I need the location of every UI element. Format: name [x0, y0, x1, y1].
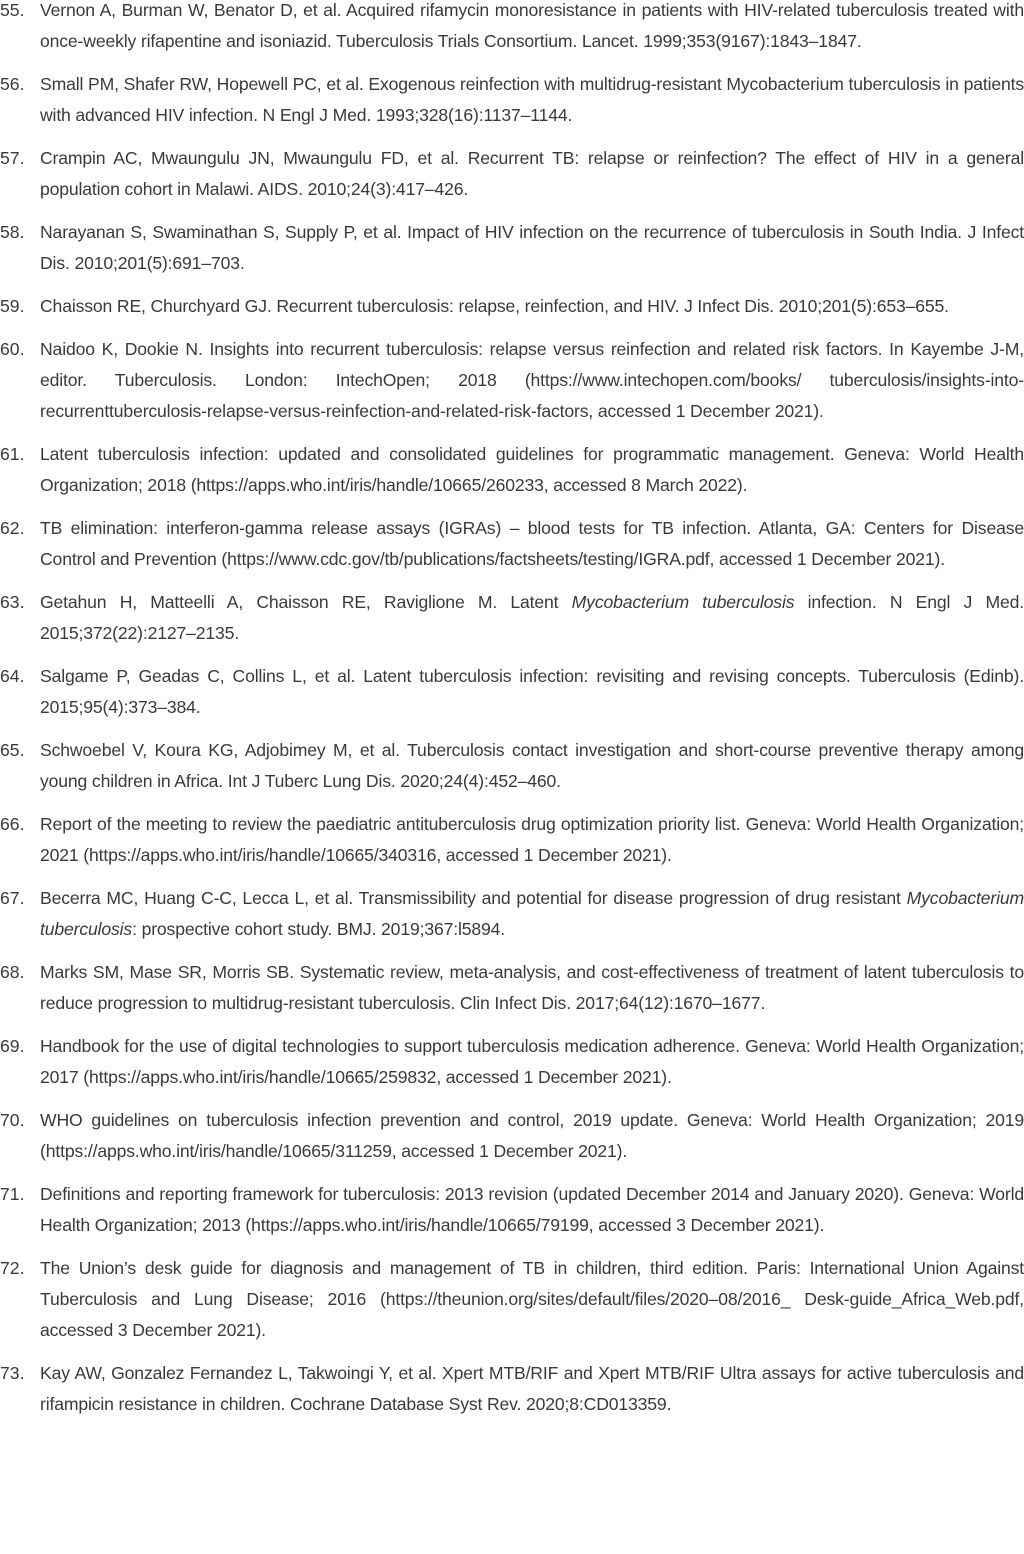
- reference-item: [0, 661, 1024, 723]
- reference-text: [40, 735, 1024, 797]
- reference-text: [40, 334, 1024, 427]
- reference-item: [0, 1031, 1024, 1093]
- reference-item: [0, 0, 1024, 57]
- reference-item: [0, 439, 1024, 501]
- reference-text-segment: Becerra MC, Huang C-C, Lecca L, et al. Transmissibility and potential for disease progression of drug resistant: [40, 888, 907, 908]
- reference-text-segment: Narayanan S, Swaminathan S, Supply P, et al. Impact of HIV infection on the recurrence of tuberculosis in South India. J Infect Dis. 2010;201(5):691–703.: [40, 222, 1024, 273]
- reference-text-segment: Definitions and reporting framework for tuberculosis: 2013 revision (updated December 2014 and January 2020). Geneva: World Health Organization; 2013 (https://apps.who.int/iris/handle/10665/79199, accessed 3 December 2021).: [40, 1184, 1024, 1235]
- reference-item: [0, 957, 1024, 1019]
- reference-text: [40, 1253, 1024, 1346]
- reference-item: [0, 1179, 1024, 1241]
- reference-item: [0, 513, 1024, 575]
- reference-number: 61.: [0, 444, 25, 464]
- reference-number: 73.: [0, 1363, 25, 1383]
- reference-text: [40, 0, 1024, 57]
- reference-text-segment: Kay AW, Gonzalez Fernandez L, Takwoingi Y, et al. Xpert MTB/RIF and Xpert MTB/RIF Ultra assays for active tuberculosis and rifampicin resistance in children. Cochrane Database Syst Rev. 2020;8:CD013359.: [40, 1363, 1024, 1414]
- reference-number: 63.: [0, 592, 25, 612]
- reference-text-segment: Crampin AC, Mwaungulu JN, Mwaungulu FD, et al. Recurrent TB: relapse or reinfection? The effect of HIV in a general population cohort in Malawi. AIDS. 2010;24(3):417–426.: [40, 148, 1024, 199]
- reference-item: [0, 883, 1024, 945]
- reference-item: [0, 291, 1024, 322]
- reference-text: [40, 809, 1024, 871]
- reference-text-segment: Salgame P, Geadas C, Collins L, et al. Latent tuberculosis infection: revisiting and revising concepts. Tuberculosis (Edinb). 2015;95(4):373–384.: [40, 666, 1024, 717]
- reference-text-segment: Getahun H, Matteelli A, Chaisson RE, Raviglione M. Latent: [40, 592, 572, 612]
- reference-item: [0, 1105, 1024, 1167]
- reference-text-segment: WHO guidelines on tuberculosis infection prevention and control, 2019 update. Geneva: World Health Organization; 2019 (https://apps.who.int/iris/handle/10665/311259, accessed 1 December 2021).: [40, 1110, 1024, 1161]
- reference-item: [0, 69, 1024, 131]
- reference-number: 62.: [0, 518, 25, 538]
- reference-number: 64.: [0, 666, 25, 686]
- reference-text: [40, 69, 1024, 131]
- reference-item: [0, 809, 1024, 871]
- reference-text: [40, 883, 1024, 945]
- reference-item: [0, 587, 1024, 649]
- reference-number: 60.: [0, 339, 25, 359]
- reference-text: [40, 1105, 1024, 1167]
- reference-number: 57.: [0, 148, 25, 168]
- reference-number: 65.: [0, 740, 25, 760]
- reference-item: [0, 217, 1024, 279]
- reference-number: 58.: [0, 222, 25, 242]
- reference-text-segment: TB elimination: interferon-gamma release assays (IGRAs) – blood tests for TB infection. Atlanta, GA: Centers for Disease Control and Prevention (https://www.cdc.gov/tb/publications/factsheets/testing/IGRA.pdf, accessed 1 December 2021).: [40, 518, 1024, 569]
- reference-text-segment: Small PM, Shafer RW, Hopewell PC, et al. Exogenous reinfection with multidrug-resistant Mycobacterium tuberculosis in patients with advanced HIV infection. N Engl J Med. 1993;328(16):1137–1144.: [40, 74, 1024, 125]
- reference-text: [40, 957, 1024, 1019]
- reference-number: 59.: [0, 296, 25, 316]
- reference-text: [40, 587, 1024, 649]
- reference-number: 69.: [0, 1036, 25, 1056]
- reference-text: [40, 291, 1024, 322]
- reference-text-segment: Naidoo K, Dookie N. Insights into recurrent tuberculosis: relapse versus reinfection and related risk factors. In Kayembe J-M, editor. Tuberculosis. London: IntechOpen; 2018 (https://www.intechopen.com/books/ tuberculosis/insights-into-recurrenttuberculosis-relapse-versus-reinfection-and-related-risk-factors, accessed 1 December 2021).: [40, 339, 1024, 421]
- reference-item: [0, 735, 1024, 797]
- reference-number: 71.: [0, 1184, 25, 1204]
- reference-text-segment: Handbook for the use of digital technologies to support tuberculosis medication adherence. Geneva: World Health Organization; 2017 (https://apps.who.int/iris/handle/10665/259832, accessed 1 December 2021).: [40, 1036, 1024, 1087]
- reference-number: 67.: [0, 888, 25, 908]
- reference-number: 68.: [0, 962, 25, 982]
- reference-item: [0, 143, 1024, 205]
- reference-text: [40, 439, 1024, 501]
- reference-text-segment: Report of the meeting to review the paediatric antituberculosis drug optimization priority list. Geneva: World Health Organization; 2021 (https://apps.who.int/iris/handle/10665/340316, accessed 1 December 2021).: [40, 814, 1024, 865]
- reference-item: [0, 1358, 1024, 1420]
- reference-text-segment: infection. N Engl J Med. 2015;372(22):2127–2135.: [40, 592, 1024, 643]
- reference-text-segment: Chaisson RE, Churchyard GJ. Recurrent tuberculosis: relapse, reinfection, and HIV. J Infect Dis. 2010;201(5):653–655.: [40, 296, 949, 316]
- reference-number: 72.: [0, 1258, 25, 1278]
- reference-item: [0, 334, 1024, 427]
- reference-text: [40, 1358, 1024, 1420]
- reference-text-segment: Vernon A, Burman W, Benator D, et al. Acquired rifamycin monoresistance in patients with HIV-related tuberculosis treated with once-weekly rifapentine and isoniazid. Tuberculosis Trials Consortium. Lancet. 1999;353(9167):1843–1847.: [40, 0, 1024, 51]
- reference-number: 66.: [0, 814, 25, 834]
- italic-text: Mycobacterium tuberculosis: [40, 888, 1024, 939]
- reference-text-segment: The Union’s desk guide for diagnosis and management of TB in children, third edition. Paris: International Union Against Tuberculosis and Lung Disease; 2016 (https://theunion.org/sites/default/files/2020–08/2016_ Desk-guide_Africa_Web.pdf, accessed 3 December 2021).: [40, 1258, 1024, 1340]
- reference-text-segment: Latent tuberculosis infection: updated and consolidated guidelines for programmatic management. Geneva: World Health Organization; 2018 (https://apps.who.int/iris/handle/10665/260233, accessed 8 March 2022).: [40, 444, 1024, 495]
- reference-text: [40, 217, 1024, 279]
- reference-text-segment: : prospective cohort study. BMJ. 2019;367:l5894.: [132, 919, 506, 939]
- reference-text-segment: Schwoebel V, Koura KG, Adjobimey M, et al. Tuberculosis contact investigation and short-course preventive therapy among young children in Africa. Int J Tuberc Lung Dis. 2020;24(4):452–460.: [40, 740, 1024, 791]
- reference-text-segment: Marks SM, Mase SR, Morris SB. Systematic review, meta-analysis, and cost-effectiveness of treatment of latent tuberculosis to reduce progression to multidrug-resistant tuberculosis. Clin Infect Dis. 2017;64(12):1670–1677.: [40, 962, 1024, 1013]
- reference-text: [40, 1179, 1024, 1241]
- reference-text: [40, 513, 1024, 575]
- reference-number: 56.: [0, 74, 25, 94]
- reference-number: 55.: [0, 0, 25, 20]
- reference-number: 70.: [0, 1110, 25, 1130]
- italic-text: Mycobacterium tuberculosis: [571, 592, 795, 612]
- reference-text: [40, 661, 1024, 723]
- reference-text: [40, 1031, 1024, 1093]
- reference-text: [40, 143, 1024, 205]
- reference-item: [0, 1253, 1024, 1346]
